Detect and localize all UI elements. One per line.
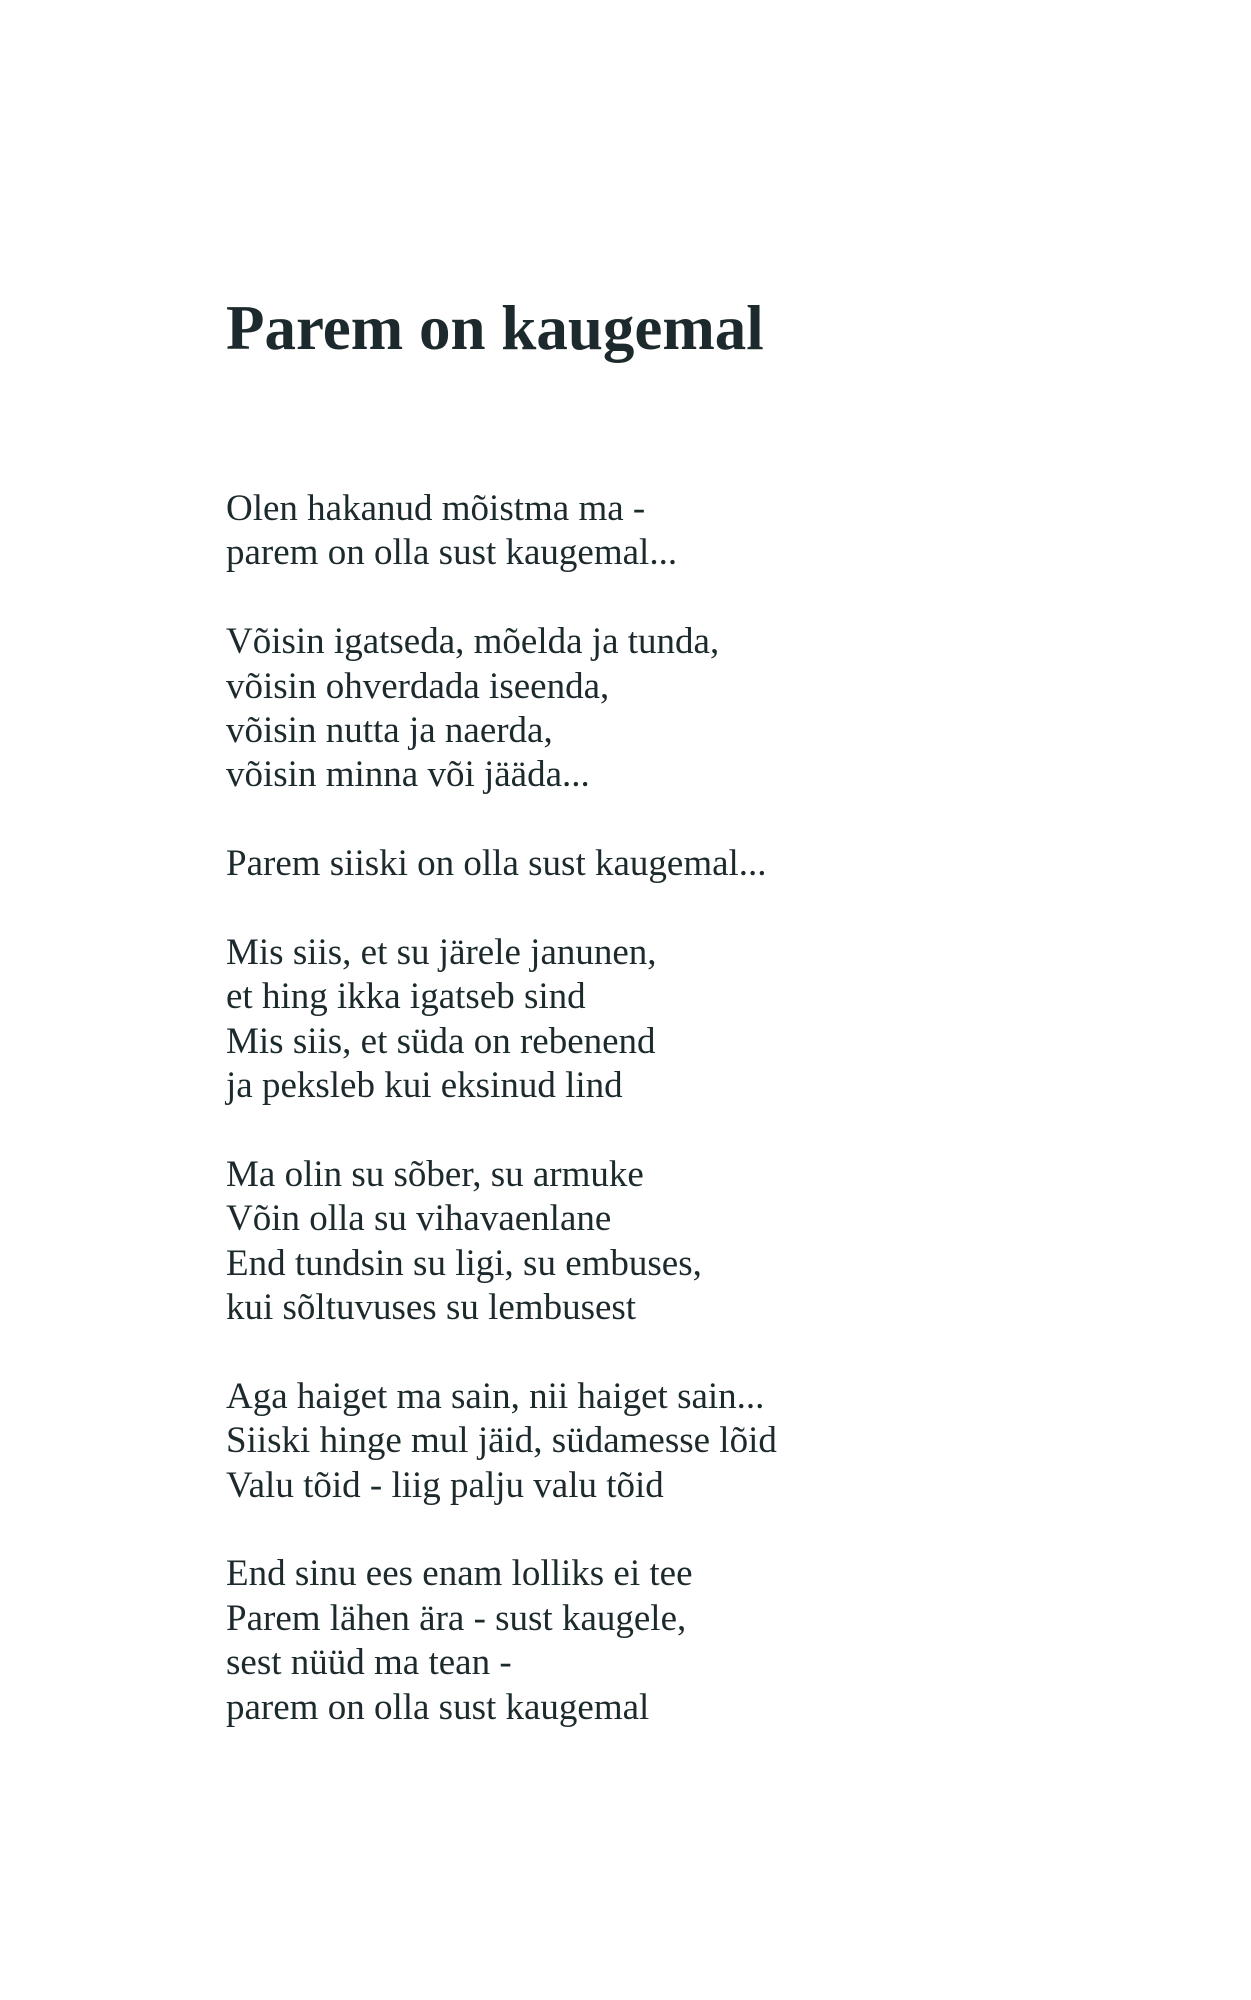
- poem-line: võisin ohverdada iseenda,: [226, 665, 610, 707]
- poem-line: Olen hakanud mõistma ma -: [226, 488, 646, 529]
- poem-line: Parem siiski on olla sust kaugemal...: [226, 843, 767, 885]
- poem-title: Parem on kaugemal: [226, 293, 764, 363]
- poem-line: et hing ikka igatseb sind: [226, 976, 586, 1018]
- poem-line: sest nüüd ma tean -: [226, 1642, 512, 1684]
- poem-line: End tundsin su ligi, su embuses,: [226, 1242, 702, 1284]
- poem-line: Võin olla su vihavaenlane: [226, 1198, 612, 1240]
- poem-line: End sinu ees enam lolliks ei tee: [226, 1553, 693, 1595]
- poem-line: Mis siis, et su järele janunen,: [226, 931, 657, 973]
- poem-line: Siiski hinge mul jäid, südamesse lõid: [226, 1420, 777, 1462]
- stanza-3: [226, 842, 1026, 886]
- poem-line: võisin nutta ja naerda,: [226, 709, 553, 751]
- poem-line: Valu tõid - liig palju valu tõid: [226, 1464, 664, 1506]
- stanza-6: [226, 1375, 1026, 1508]
- poem-line: parem on olla sust kaugemal...: [226, 532, 678, 574]
- stanza-7: [226, 1552, 1026, 1730]
- poem-line: Mis siis, et süda on rebenend: [226, 1020, 656, 1062]
- poem-line: Ma olin su sõber, su armuke: [226, 1153, 644, 1195]
- poem-line: Võisin igatseda, mõelda ja tunda,: [226, 621, 720, 663]
- poem-line: ja peksleb kui eksinud lind: [226, 1065, 623, 1107]
- poem-body: [226, 487, 1026, 1730]
- stanza-1: [226, 487, 1026, 576]
- poem-line: Aga haiget ma sain, nii haiget sain...: [226, 1375, 765, 1417]
- stanza-4: [226, 931, 1026, 1109]
- poem-line: Parem lähen ära - sust kaugele,: [226, 1597, 687, 1639]
- stanza-2: [226, 620, 1026, 798]
- stanza-5: [226, 1153, 1026, 1331]
- poem-line: parem on olla sust kaugemal: [226, 1686, 650, 1728]
- poem-line: kui sõltuvuses su lembusest: [226, 1287, 637, 1329]
- poem-line: võisin minna või jääda...: [226, 754, 590, 796]
